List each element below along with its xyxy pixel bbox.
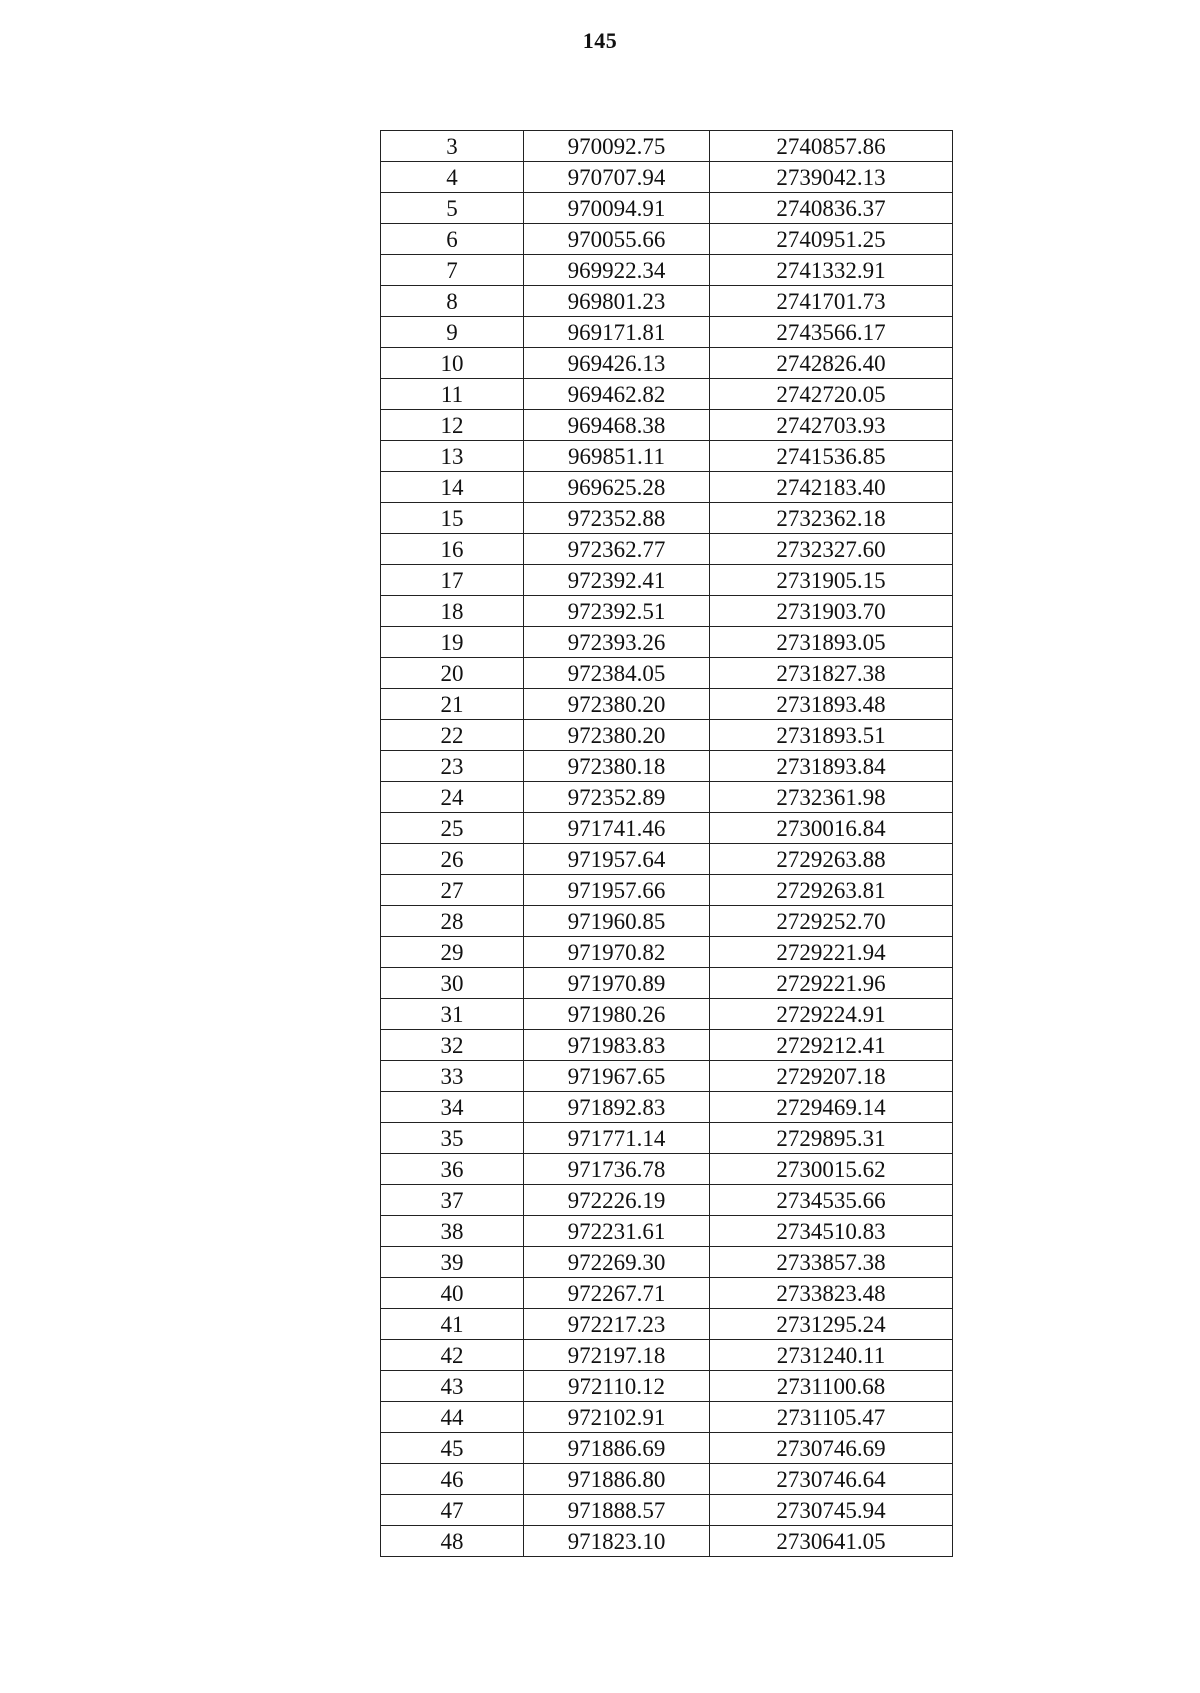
x-coordinate-cell: 970094.91: [524, 193, 710, 224]
y-coordinate-cell: 2734535.66: [710, 1185, 953, 1216]
y-coordinate-cell: 2729263.88: [710, 844, 953, 875]
table-row: [381, 720, 953, 751]
y-coordinate-cell: 2732327.60: [710, 534, 953, 565]
point-number-cell: 45: [381, 1433, 524, 1464]
point-number-cell: 22: [381, 720, 524, 751]
table-row: [381, 596, 953, 627]
x-coordinate-cell: 972102.91: [524, 1402, 710, 1433]
x-coordinate-cell: 972352.89: [524, 782, 710, 813]
y-coordinate-cell: 2733823.48: [710, 1278, 953, 1309]
table-row: [381, 751, 953, 782]
x-coordinate-cell: 971980.26: [524, 999, 710, 1030]
point-number-cell: 7: [381, 255, 524, 286]
y-coordinate-cell: 2734510.83: [710, 1216, 953, 1247]
table-row: [381, 565, 953, 596]
y-coordinate-cell: 2731105.47: [710, 1402, 953, 1433]
point-number-cell: 20: [381, 658, 524, 689]
x-coordinate-cell: 972392.41: [524, 565, 710, 596]
x-coordinate-cell: 971886.80: [524, 1464, 710, 1495]
y-coordinate-cell: 2729221.94: [710, 937, 953, 968]
y-coordinate-cell: 2729895.31: [710, 1123, 953, 1154]
y-coordinate-cell: 2730015.62: [710, 1154, 953, 1185]
table-row: [381, 348, 953, 379]
x-coordinate-cell: 972392.51: [524, 596, 710, 627]
point-number-cell: 32: [381, 1030, 524, 1061]
y-coordinate-cell: 2733857.38: [710, 1247, 953, 1278]
point-number-cell: 37: [381, 1185, 524, 1216]
x-coordinate-cell: 970707.94: [524, 162, 710, 193]
point-number-cell: 15: [381, 503, 524, 534]
table-row: [381, 193, 953, 224]
table-row: [381, 1402, 953, 1433]
y-coordinate-cell: 2741332.91: [710, 255, 953, 286]
x-coordinate-cell: 969171.81: [524, 317, 710, 348]
x-coordinate-cell: 969468.38: [524, 410, 710, 441]
table-row: [381, 813, 953, 844]
x-coordinate-cell: 971970.89: [524, 968, 710, 999]
y-coordinate-cell: 2742703.93: [710, 410, 953, 441]
point-number-cell: 8: [381, 286, 524, 317]
y-coordinate-cell: 2730745.94: [710, 1495, 953, 1526]
x-coordinate-cell: 971771.14: [524, 1123, 710, 1154]
x-coordinate-cell: 972110.12: [524, 1371, 710, 1402]
table-row: [381, 379, 953, 410]
point-number-cell: 36: [381, 1154, 524, 1185]
x-coordinate-cell: 969426.13: [524, 348, 710, 379]
table-row: [381, 1061, 953, 1092]
y-coordinate-cell: 2739042.13: [710, 162, 953, 193]
table-row: [381, 968, 953, 999]
y-coordinate-cell: 2729224.91: [710, 999, 953, 1030]
table-row: [381, 131, 953, 162]
y-coordinate-cell: 2740857.86: [710, 131, 953, 162]
x-coordinate-cell: 972267.71: [524, 1278, 710, 1309]
x-coordinate-cell: 972352.88: [524, 503, 710, 534]
x-coordinate-cell: 969462.82: [524, 379, 710, 410]
table-row: [381, 1433, 953, 1464]
point-number-cell: 38: [381, 1216, 524, 1247]
y-coordinate-cell: 2731827.38: [710, 658, 953, 689]
table-row: [381, 782, 953, 813]
y-coordinate-cell: 2731903.70: [710, 596, 953, 627]
table-row: [381, 1340, 953, 1371]
x-coordinate-cell: 971957.64: [524, 844, 710, 875]
point-number-cell: 10: [381, 348, 524, 379]
point-number-cell: 13: [381, 441, 524, 472]
x-coordinate-cell: 972380.20: [524, 689, 710, 720]
y-coordinate-cell: 2742826.40: [710, 348, 953, 379]
x-coordinate-cell: 970092.75: [524, 131, 710, 162]
x-coordinate-cell: 972197.18: [524, 1340, 710, 1371]
coordinates-table-body: [381, 131, 953, 1557]
y-coordinate-cell: 2731295.24: [710, 1309, 953, 1340]
x-coordinate-cell: 972393.26: [524, 627, 710, 658]
table-row: [381, 999, 953, 1030]
point-number-cell: 23: [381, 751, 524, 782]
x-coordinate-cell: 969851.11: [524, 441, 710, 472]
point-number-cell: 4: [381, 162, 524, 193]
coordinates-table: [380, 130, 953, 1557]
y-coordinate-cell: 2729221.96: [710, 968, 953, 999]
table-row: [381, 1092, 953, 1123]
y-coordinate-cell: 2740951.25: [710, 224, 953, 255]
table-row: [381, 844, 953, 875]
page-number: 145: [582, 28, 618, 53]
table-row: [381, 906, 953, 937]
x-coordinate-cell: 971823.10: [524, 1526, 710, 1557]
x-coordinate-cell: 971983.83: [524, 1030, 710, 1061]
y-coordinate-cell: 2731905.15: [710, 565, 953, 596]
table-row: [381, 286, 953, 317]
y-coordinate-cell: 2730746.64: [710, 1464, 953, 1495]
table-row: [381, 317, 953, 348]
y-coordinate-cell: 2729212.41: [710, 1030, 953, 1061]
table-row: [381, 937, 953, 968]
point-number-cell: 18: [381, 596, 524, 627]
table-row: [381, 441, 953, 472]
y-coordinate-cell: 2743566.17: [710, 317, 953, 348]
x-coordinate-cell: 971886.69: [524, 1433, 710, 1464]
x-coordinate-cell: 972217.23: [524, 1309, 710, 1340]
y-coordinate-cell: 2730641.05: [710, 1526, 953, 1557]
table-row: [381, 224, 953, 255]
point-number-cell: 39: [381, 1247, 524, 1278]
table-row: [381, 162, 953, 193]
point-number-cell: 29: [381, 937, 524, 968]
point-number-cell: 27: [381, 875, 524, 906]
x-coordinate-cell: 969801.23: [524, 286, 710, 317]
point-number-cell: 16: [381, 534, 524, 565]
point-number-cell: 9: [381, 317, 524, 348]
y-coordinate-cell: 2741536.85: [710, 441, 953, 472]
x-coordinate-cell: 971736.78: [524, 1154, 710, 1185]
y-coordinate-cell: 2731893.51: [710, 720, 953, 751]
table-row: [381, 658, 953, 689]
point-number-cell: 44: [381, 1402, 524, 1433]
table-row: [381, 689, 953, 720]
table-row: [381, 1464, 953, 1495]
point-number-cell: 19: [381, 627, 524, 658]
y-coordinate-cell: 2741701.73: [710, 286, 953, 317]
point-number-cell: 40: [381, 1278, 524, 1309]
x-coordinate-cell: 972380.18: [524, 751, 710, 782]
table-row: [381, 534, 953, 565]
point-number-cell: 28: [381, 906, 524, 937]
point-number-cell: 34: [381, 1092, 524, 1123]
y-coordinate-cell: 2729207.18: [710, 1061, 953, 1092]
y-coordinate-cell: 2731893.48: [710, 689, 953, 720]
point-number-cell: 24: [381, 782, 524, 813]
table-row: [381, 1154, 953, 1185]
point-number-cell: 30: [381, 968, 524, 999]
table-row: [381, 1371, 953, 1402]
x-coordinate-cell: 970055.66: [524, 224, 710, 255]
y-coordinate-cell: 2732362.18: [710, 503, 953, 534]
x-coordinate-cell: 972269.30: [524, 1247, 710, 1278]
table-row: [381, 503, 953, 534]
table-row: [381, 1247, 953, 1278]
table-row: [381, 627, 953, 658]
x-coordinate-cell: 972362.77: [524, 534, 710, 565]
y-coordinate-cell: 2731100.68: [710, 1371, 953, 1402]
point-number-cell: 48: [381, 1526, 524, 1557]
x-coordinate-cell: 971957.66: [524, 875, 710, 906]
x-coordinate-cell: 972384.05: [524, 658, 710, 689]
y-coordinate-cell: 2742720.05: [710, 379, 953, 410]
table-row: [381, 1123, 953, 1154]
point-number-cell: 11: [381, 379, 524, 410]
table-row: [381, 410, 953, 441]
table-row: [381, 1030, 953, 1061]
point-number-cell: 35: [381, 1123, 524, 1154]
y-coordinate-cell: 2729469.14: [710, 1092, 953, 1123]
y-coordinate-cell: 2729252.70: [710, 906, 953, 937]
y-coordinate-cell: 2740836.37: [710, 193, 953, 224]
x-coordinate-cell: 971741.46: [524, 813, 710, 844]
table-row: [381, 1216, 953, 1247]
x-coordinate-cell: 972380.20: [524, 720, 710, 751]
point-number-cell: 21: [381, 689, 524, 720]
point-number-cell: 42: [381, 1340, 524, 1371]
x-coordinate-cell: 971967.65: [524, 1061, 710, 1092]
x-coordinate-cell: 972226.19: [524, 1185, 710, 1216]
point-number-cell: 17: [381, 565, 524, 596]
point-number-cell: 6: [381, 224, 524, 255]
table-row: [381, 1309, 953, 1340]
point-number-cell: 43: [381, 1371, 524, 1402]
y-coordinate-cell: 2732361.98: [710, 782, 953, 813]
y-coordinate-cell: 2731240.11: [710, 1340, 953, 1371]
point-number-cell: 31: [381, 999, 524, 1030]
y-coordinate-cell: 2729263.81: [710, 875, 953, 906]
point-number-cell: 12: [381, 410, 524, 441]
y-coordinate-cell: 2731893.05: [710, 627, 953, 658]
point-number-cell: 14: [381, 472, 524, 503]
x-coordinate-cell: 971970.82: [524, 937, 710, 968]
point-number-cell: 41: [381, 1309, 524, 1340]
x-coordinate-cell: 971892.83: [524, 1092, 710, 1123]
x-coordinate-cell: 969625.28: [524, 472, 710, 503]
table-row: [381, 255, 953, 286]
y-coordinate-cell: 2731893.84: [710, 751, 953, 782]
point-number-cell: 33: [381, 1061, 524, 1092]
table-row: [381, 875, 953, 906]
table-row: [381, 1185, 953, 1216]
x-coordinate-cell: 972231.61: [524, 1216, 710, 1247]
y-coordinate-cell: 2730746.69: [710, 1433, 953, 1464]
table-row: [381, 1526, 953, 1557]
point-number-cell: 3: [381, 131, 524, 162]
x-coordinate-cell: 971960.85: [524, 906, 710, 937]
point-number-cell: 5: [381, 193, 524, 224]
point-number-cell: 26: [381, 844, 524, 875]
table-row: [381, 1278, 953, 1309]
point-number-cell: 47: [381, 1495, 524, 1526]
table-row: [381, 1495, 953, 1526]
point-number-cell: 46: [381, 1464, 524, 1495]
y-coordinate-cell: 2730016.84: [710, 813, 953, 844]
y-coordinate-cell: 2742183.40: [710, 472, 953, 503]
x-coordinate-cell: 971888.57: [524, 1495, 710, 1526]
x-coordinate-cell: 969922.34: [524, 255, 710, 286]
point-number-cell: 25: [381, 813, 524, 844]
table-row: [381, 472, 953, 503]
